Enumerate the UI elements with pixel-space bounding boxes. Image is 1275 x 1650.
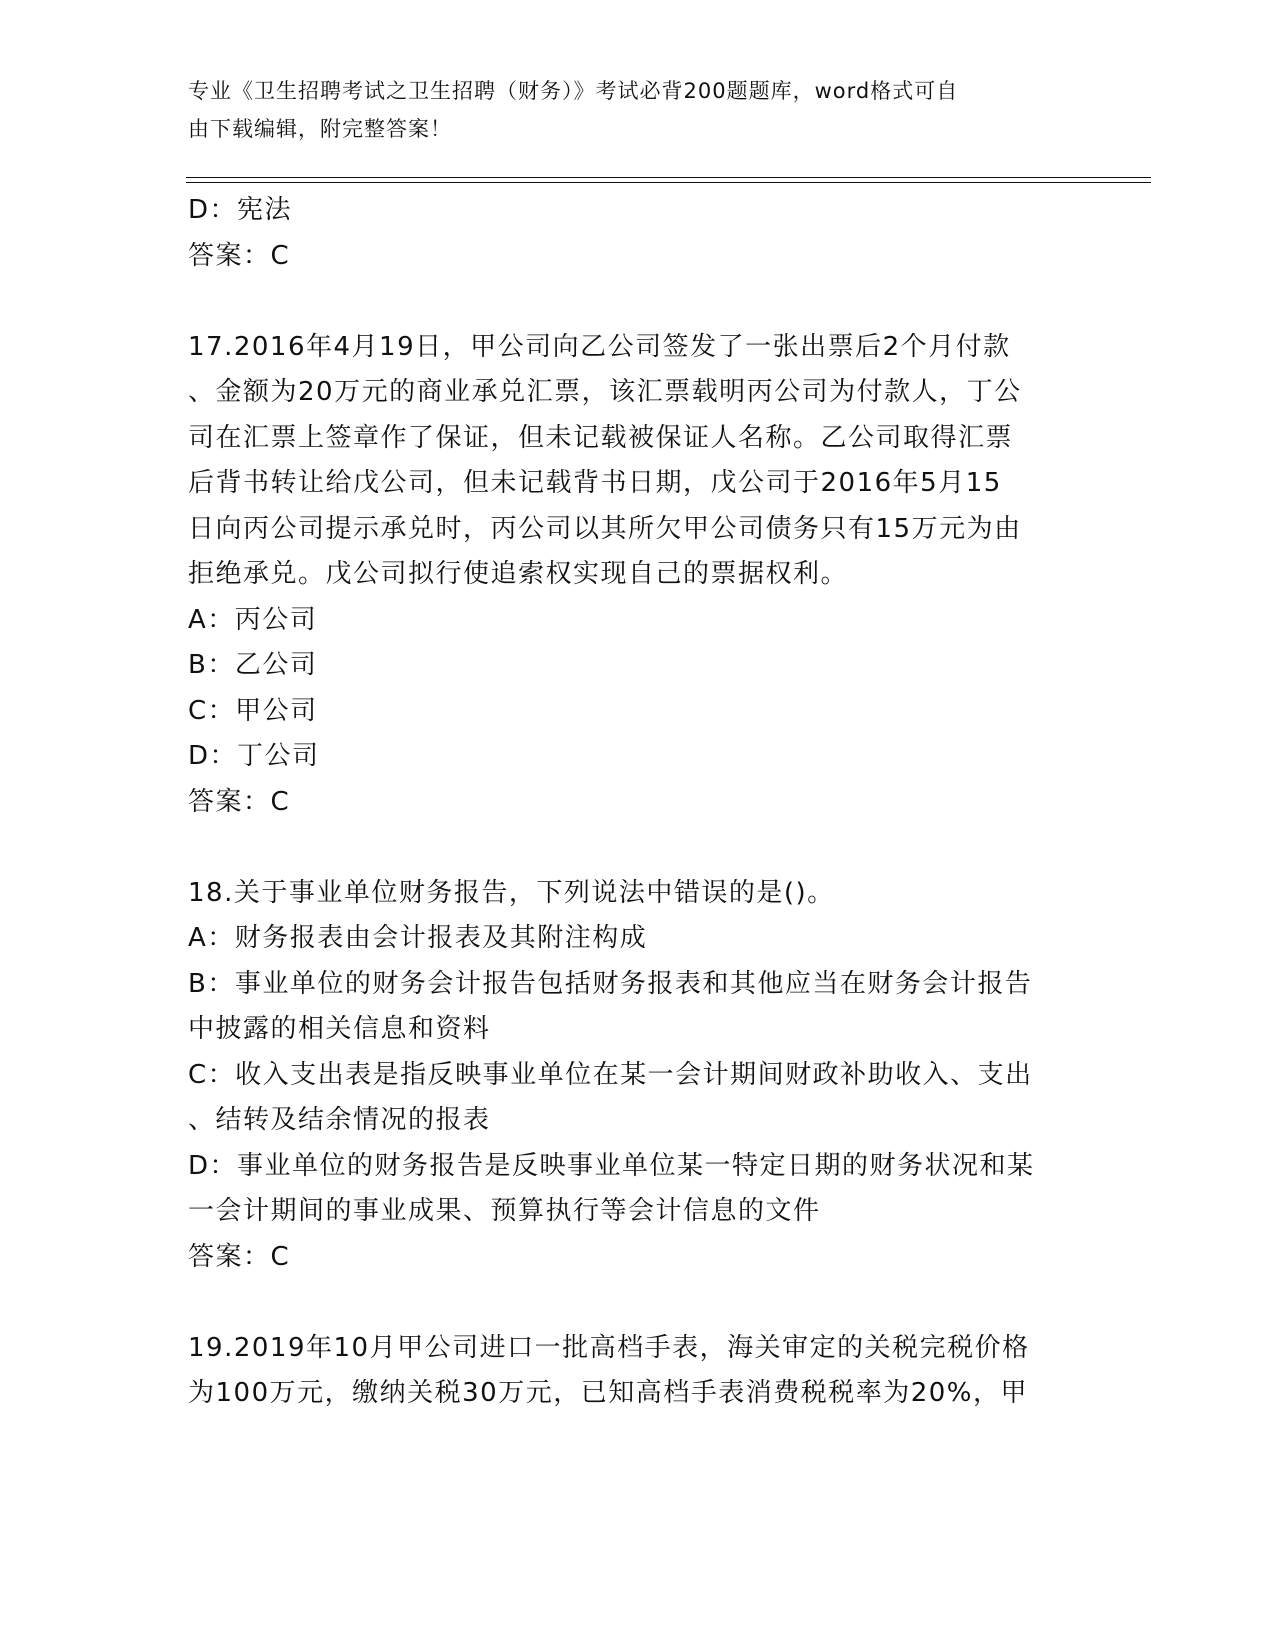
question-text-line: 、金额为20万元的商业承兑汇票，该汇票载明丙公司为付款人，丁公 <box>188 377 1022 407</box>
header-rule-bottom <box>186 182 1151 183</box>
question-text-line: 17.2016年4月19日，甲公司向乙公司签发了一张出票后2个月付款 <box>188 331 1011 362</box>
answer: 答案：C <box>188 786 291 817</box>
question-text-line: 19.2019年10月甲公司进口一批高档手表，海关审定的关税完税价格 <box>188 1332 1030 1363</box>
option-d: D：事业单位的财务报告是反映事业单位某一特定日期的财务状况和某 <box>188 1150 1035 1181</box>
question-16-tail <box>188 188 1088 279</box>
header-rule-top <box>186 177 1151 178</box>
question-text-line: 日向丙公司提示承兑时，丙公司以其所欠甲公司债务只有15万元为由 <box>188 513 1022 544</box>
option-a: A：丙公司 <box>188 604 318 635</box>
option-d: D：宪法 <box>188 195 293 225</box>
header-line-2: 由下载编辑，附完整答案！ <box>188 117 452 141</box>
question-text-line: 拒绝承兑。戊公司拟行使追索权实现自己的票据权利。 <box>188 559 849 589</box>
answer: 答案：C <box>188 240 291 271</box>
question-19 <box>188 1326 1088 1417</box>
question-text-line: 后背书转让给戊公司，但未记载背书日期，戊公司于2016年5月15 <box>188 468 1002 498</box>
option-d: D：丁公司 <box>188 741 320 771</box>
option-a: A：财务报表由会计报表及其附注构成 <box>188 923 648 953</box>
question-text-line: 为100万元，缴纳关税30万元，已知高档手表消费税税率为20%，甲 <box>188 1378 1028 1408</box>
question-17 <box>188 325 1088 826</box>
question-18 <box>188 871 1088 1281</box>
question-text-line: 18.关于事业单位财务报告，下列说法中错误的是()。 <box>188 877 835 908</box>
document-body <box>188 188 1088 1417</box>
document-header <box>188 72 1078 148</box>
option-b: B：乙公司 <box>188 650 318 680</box>
spacer <box>188 279 1088 325</box>
header-line-1: 专业《卫生招聘考试之卫生招聘（财务）》考试必背200题题库，word格式可自 <box>188 79 959 103</box>
option-c: C：甲公司 <box>188 695 318 726</box>
spacer <box>188 825 1088 871</box>
option-b: B：事业单位的财务会计报告包括财务报表和其他应当在财务会计报告 <box>188 968 1033 999</box>
spacer <box>188 1280 1088 1326</box>
question-text-line: 司在汇票上签章作了保证，但未记载被保证人名称。乙公司取得汇票 <box>188 422 1014 453</box>
option-d-cont: 一会计期间的事业成果、预算执行等会计信息的文件 <box>188 1196 821 1226</box>
option-c: C：收入支出表是指反映事业单位在某一会计期间财政补助收入、支出 <box>188 1059 1033 1090</box>
option-b-cont: 中披露的相关信息和资料 <box>188 1014 491 1044</box>
answer: 答案：C <box>188 1241 291 1272</box>
option-c-cont: 、结转及结余情况的报表 <box>188 1105 491 1135</box>
